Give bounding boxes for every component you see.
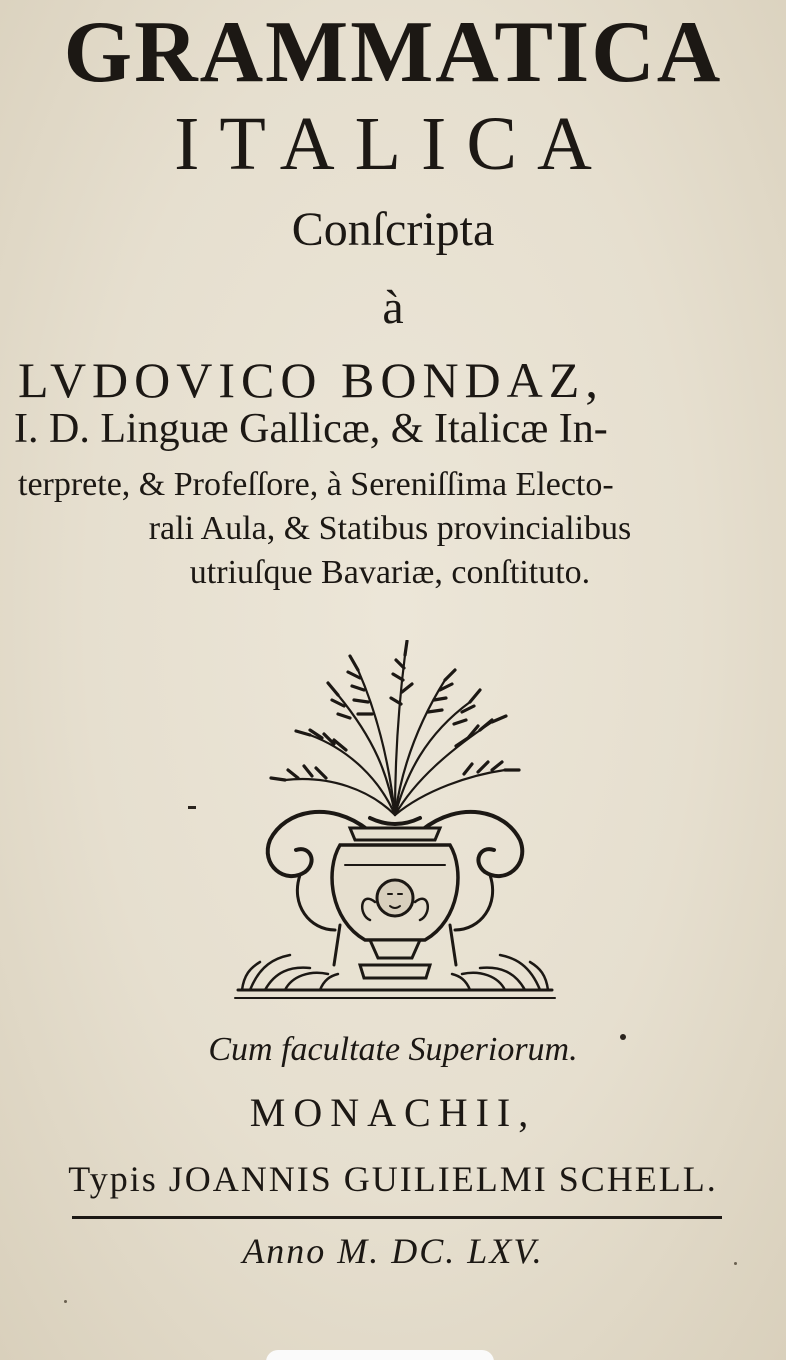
description-line-4: utriuſque Bavariæ, conſtituto. xyxy=(189,554,591,591)
year-line: Anno M. DC. LXV. xyxy=(242,1231,544,1271)
title-line-2: ITALICA xyxy=(174,102,612,186)
home-indicator[interactable] xyxy=(266,1350,494,1360)
a-line: à xyxy=(382,281,404,334)
facultate-line: Cum facultate Superiorum. xyxy=(208,1031,578,1068)
ink-speck xyxy=(620,1034,626,1040)
ink-speck xyxy=(734,1262,737,1265)
ink-speck xyxy=(188,806,196,809)
printer-line: Typis JOANNIS GUILIELMI SCHELL. xyxy=(68,1159,718,1199)
horizontal-rule xyxy=(72,1216,722,1219)
author-name: LVDOVICO BONDAZ, xyxy=(18,352,604,408)
description-line-2: terprete, & Profeſſore, à Sereniſſima Electo- xyxy=(18,466,614,503)
description-line-1: I. D. Linguæ Gallicæ, & Italicæ In- xyxy=(14,406,608,452)
conscripta-line: Conſcripta xyxy=(291,203,495,256)
title-line-1: GRAMMATICA xyxy=(63,4,723,101)
ink-speck xyxy=(64,1300,67,1303)
vase-ornament-icon xyxy=(230,640,560,1020)
place-of-printing: MONACHII, xyxy=(249,1090,537,1135)
description-line-3: rali Aula, & Statibus provincialibus xyxy=(148,510,632,547)
